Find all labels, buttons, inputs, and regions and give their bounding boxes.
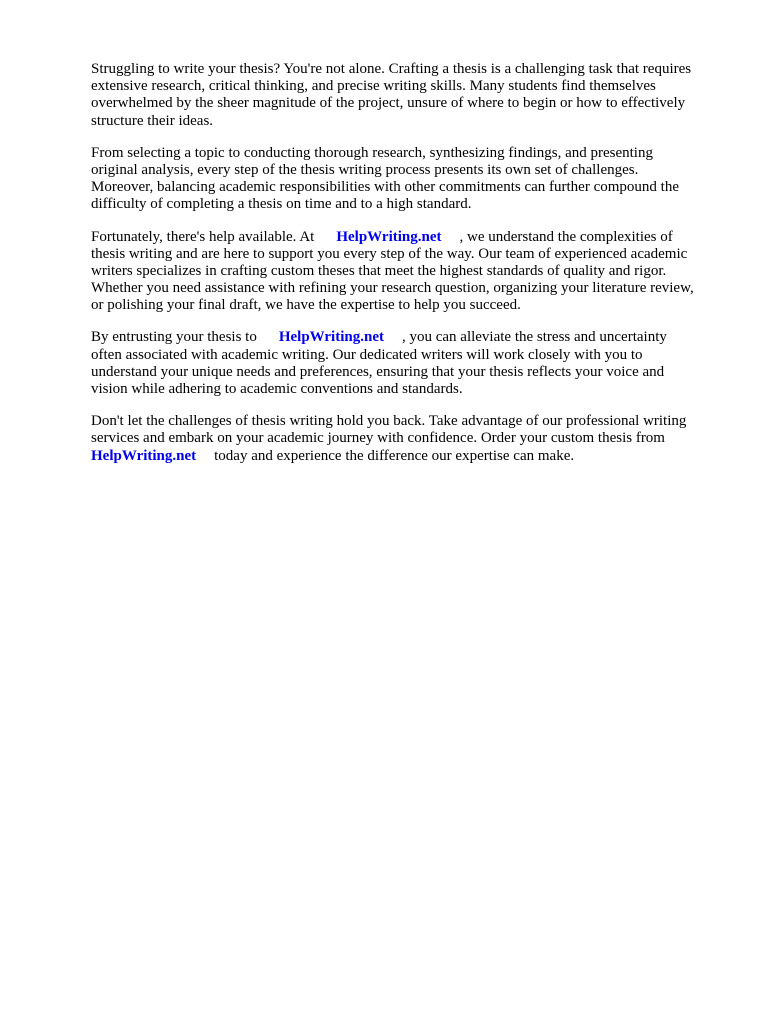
- helpwriting-link[interactable]: HelpWriting.net: [91, 447, 197, 464]
- text-segment: By entrusting your thesis to: [91, 329, 257, 346]
- text-line: or polishing your final draft, we have the expertise to help you succeed.: [91, 297, 521, 314]
- text-line: Moreover, balancing academic responsibilities with other commitments can further compound the: [91, 179, 679, 196]
- text-line: difficulty of completing a thesis on time and to a high standard.: [91, 196, 472, 213]
- text-line: Struggling to write your thesis? You're not alone. Crafting a thesis is a challenging task that requires: [91, 61, 692, 77]
- text-line: [91, 448, 731, 465]
- text-line: structure their ideas.: [91, 112, 214, 129]
- text-line: [91, 329, 731, 346]
- text-line: overwhelmed by the sheer magnitude of the project, unsure of where to begin or how to effectively: [91, 95, 686, 112]
- text-line: [91, 229, 731, 246]
- paragraph-entrusting: [91, 329, 731, 398]
- document-page: [91, 61, 731, 480]
- text-line: From selecting a topic to conducting thorough research, synthesizing findings, and presenting: [91, 144, 653, 161]
- text-segment: , you can alleviate the stress and uncertainty: [401, 329, 667, 346]
- text-line: Whether you need assistance with refining your research question, organizing your literature review,: [91, 280, 694, 297]
- text-line: services and embark on your academic journey with confidence. Order your custom thesis from: [91, 430, 665, 447]
- paragraph-help-available: [91, 229, 731, 315]
- helpwriting-link[interactable]: HelpWriting.net: [336, 228, 442, 245]
- text-line: understand your unique needs and preferences, ensuring that your thesis reflects your voice and: [91, 363, 665, 380]
- text-line: often associated with academic writing. Our dedicated writers will work closely with you to: [91, 346, 643, 363]
- paragraph-call-to-action: [91, 413, 731, 465]
- text-segment: today and experience the difference our expertise can make.: [214, 447, 575, 464]
- text-line: writers specializes in crafting custom theses that meet the highest standards of quality and rigor.: [91, 262, 667, 279]
- paragraph-challenges: [91, 145, 731, 214]
- text-line: original analysis, every step of the thesis writing process presents its own set of challenges.: [91, 161, 639, 178]
- text-line: Don't let the challenges of thesis writing hold you back. Take advantage of our professional writing: [91, 413, 687, 430]
- text-line: vision while adhering to academic conventions and standards.: [91, 381, 463, 397]
- text-segment: Fortunately, there's help available. At: [91, 228, 315, 245]
- helpwriting-link[interactable]: HelpWriting.net: [278, 329, 384, 346]
- paragraph-intro: [91, 61, 731, 130]
- text-line: thesis writing and are here to support you every step of the way. Our team of experienced academic: [91, 245, 688, 262]
- text-line: extensive research, critical thinking, and precise writing skills. Many students find themselves: [91, 78, 656, 95]
- text-segment: , we understand the complexities of: [459, 228, 673, 245]
